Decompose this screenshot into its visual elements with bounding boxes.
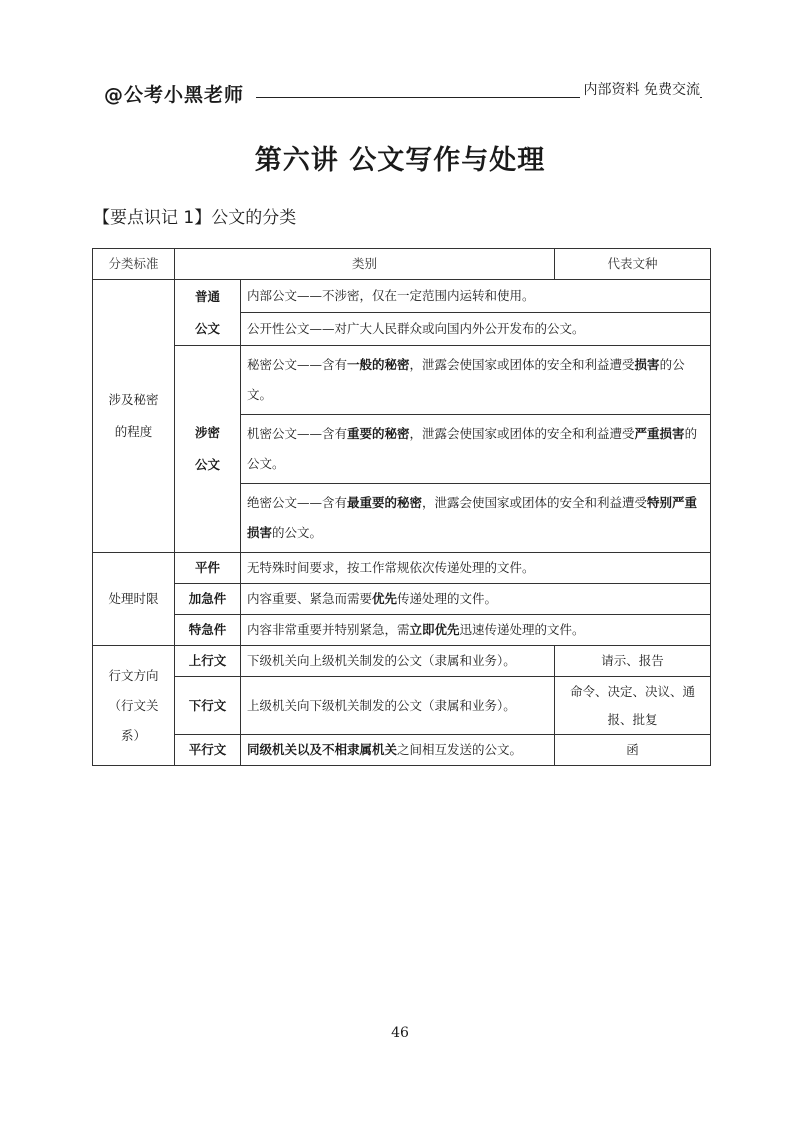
table-row: [93, 646, 711, 677]
timing-very-urgent: 内容非常重要并特别紧急，需立即优先迅速传递处理的文件。: [241, 615, 711, 646]
table-header-row: [93, 249, 711, 280]
category-normal: 普通公文: [175, 280, 241, 346]
timing-urgent: 内容重要、紧急而需要优先传递处理的文件。: [241, 584, 711, 615]
page-number: 46: [391, 1025, 409, 1041]
header-criterion: 分类标准: [93, 249, 175, 280]
timing-normal: 无特殊时间要求，按工作常规依次传递处理的文件。: [241, 553, 711, 584]
direction-label-up: 上行文: [175, 646, 241, 677]
table-row: [93, 735, 711, 766]
table-row: [93, 615, 711, 646]
normal-public: 公开性公文——对广大人民群众或向国内外公开发布的公文。: [241, 313, 711, 346]
direction-up-text: 下级机关向上级机关制发的公文（隶属和业务）。: [241, 646, 555, 677]
direction-label-parallel: 平行文: [175, 735, 241, 766]
classified-top-secret: 绝密公文——含有最重要的秘密，泄露会使国家或团体的安全和利益遭受特别严重损害的公文。: [241, 484, 711, 553]
timing-label-urgent: 加急件: [175, 584, 241, 615]
direction-down-types: 命令、决定、决议、通报、批复: [555, 677, 711, 735]
header-category: 类别: [175, 249, 555, 280]
criterion-timing: 处理时限: [93, 553, 175, 646]
direction-parallel-types: 函: [555, 735, 711, 766]
normal-internal: 内部公文——不涉密，仅在一定范围内运转和使用。: [241, 280, 711, 313]
criterion-direction: 行文方向 （行文关 系）: [93, 646, 175, 766]
header-note: 内部资料 免费交流: [580, 79, 700, 99]
table-row: [93, 553, 711, 584]
section-title: 【要点识记 1】公文的分类: [93, 208, 297, 228]
table-row: [93, 584, 711, 615]
page-title: 第六讲 公文写作与处理: [254, 145, 546, 176]
timing-label-very-urgent: 特急件: [175, 615, 241, 646]
direction-down-text: 上级机关向下级机关制发的公文（隶属和业务）。: [241, 677, 555, 735]
criterion-secret: 涉及秘密的程度: [93, 280, 175, 553]
direction-label-down: 下行文: [175, 677, 241, 735]
timing-label-normal: 平件: [175, 553, 241, 584]
direction-parallel-text: 同级机关以及不相隶属机关之间相互发送的公文。: [241, 735, 555, 766]
table-row: [93, 677, 711, 735]
table-row: [93, 280, 711, 313]
classified-secret: 秘密公文——含有一般的秘密，泄露会使国家或团体的安全和利益遭受损害的公文。: [241, 346, 711, 415]
category-classified: 涉密公文: [175, 346, 241, 553]
classified-confidential: 机密公文——含有重要的秘密，泄露会使国家或团体的安全和利益遭受严重损害的公文。: [241, 415, 711, 484]
author-handle: @公考小黑老师: [104, 84, 245, 106]
table-row: [93, 346, 711, 415]
classification-table: [92, 248, 711, 766]
direction-up-types: 请示、报告: [555, 646, 711, 677]
header-doc-types: 代表文种: [555, 249, 711, 280]
